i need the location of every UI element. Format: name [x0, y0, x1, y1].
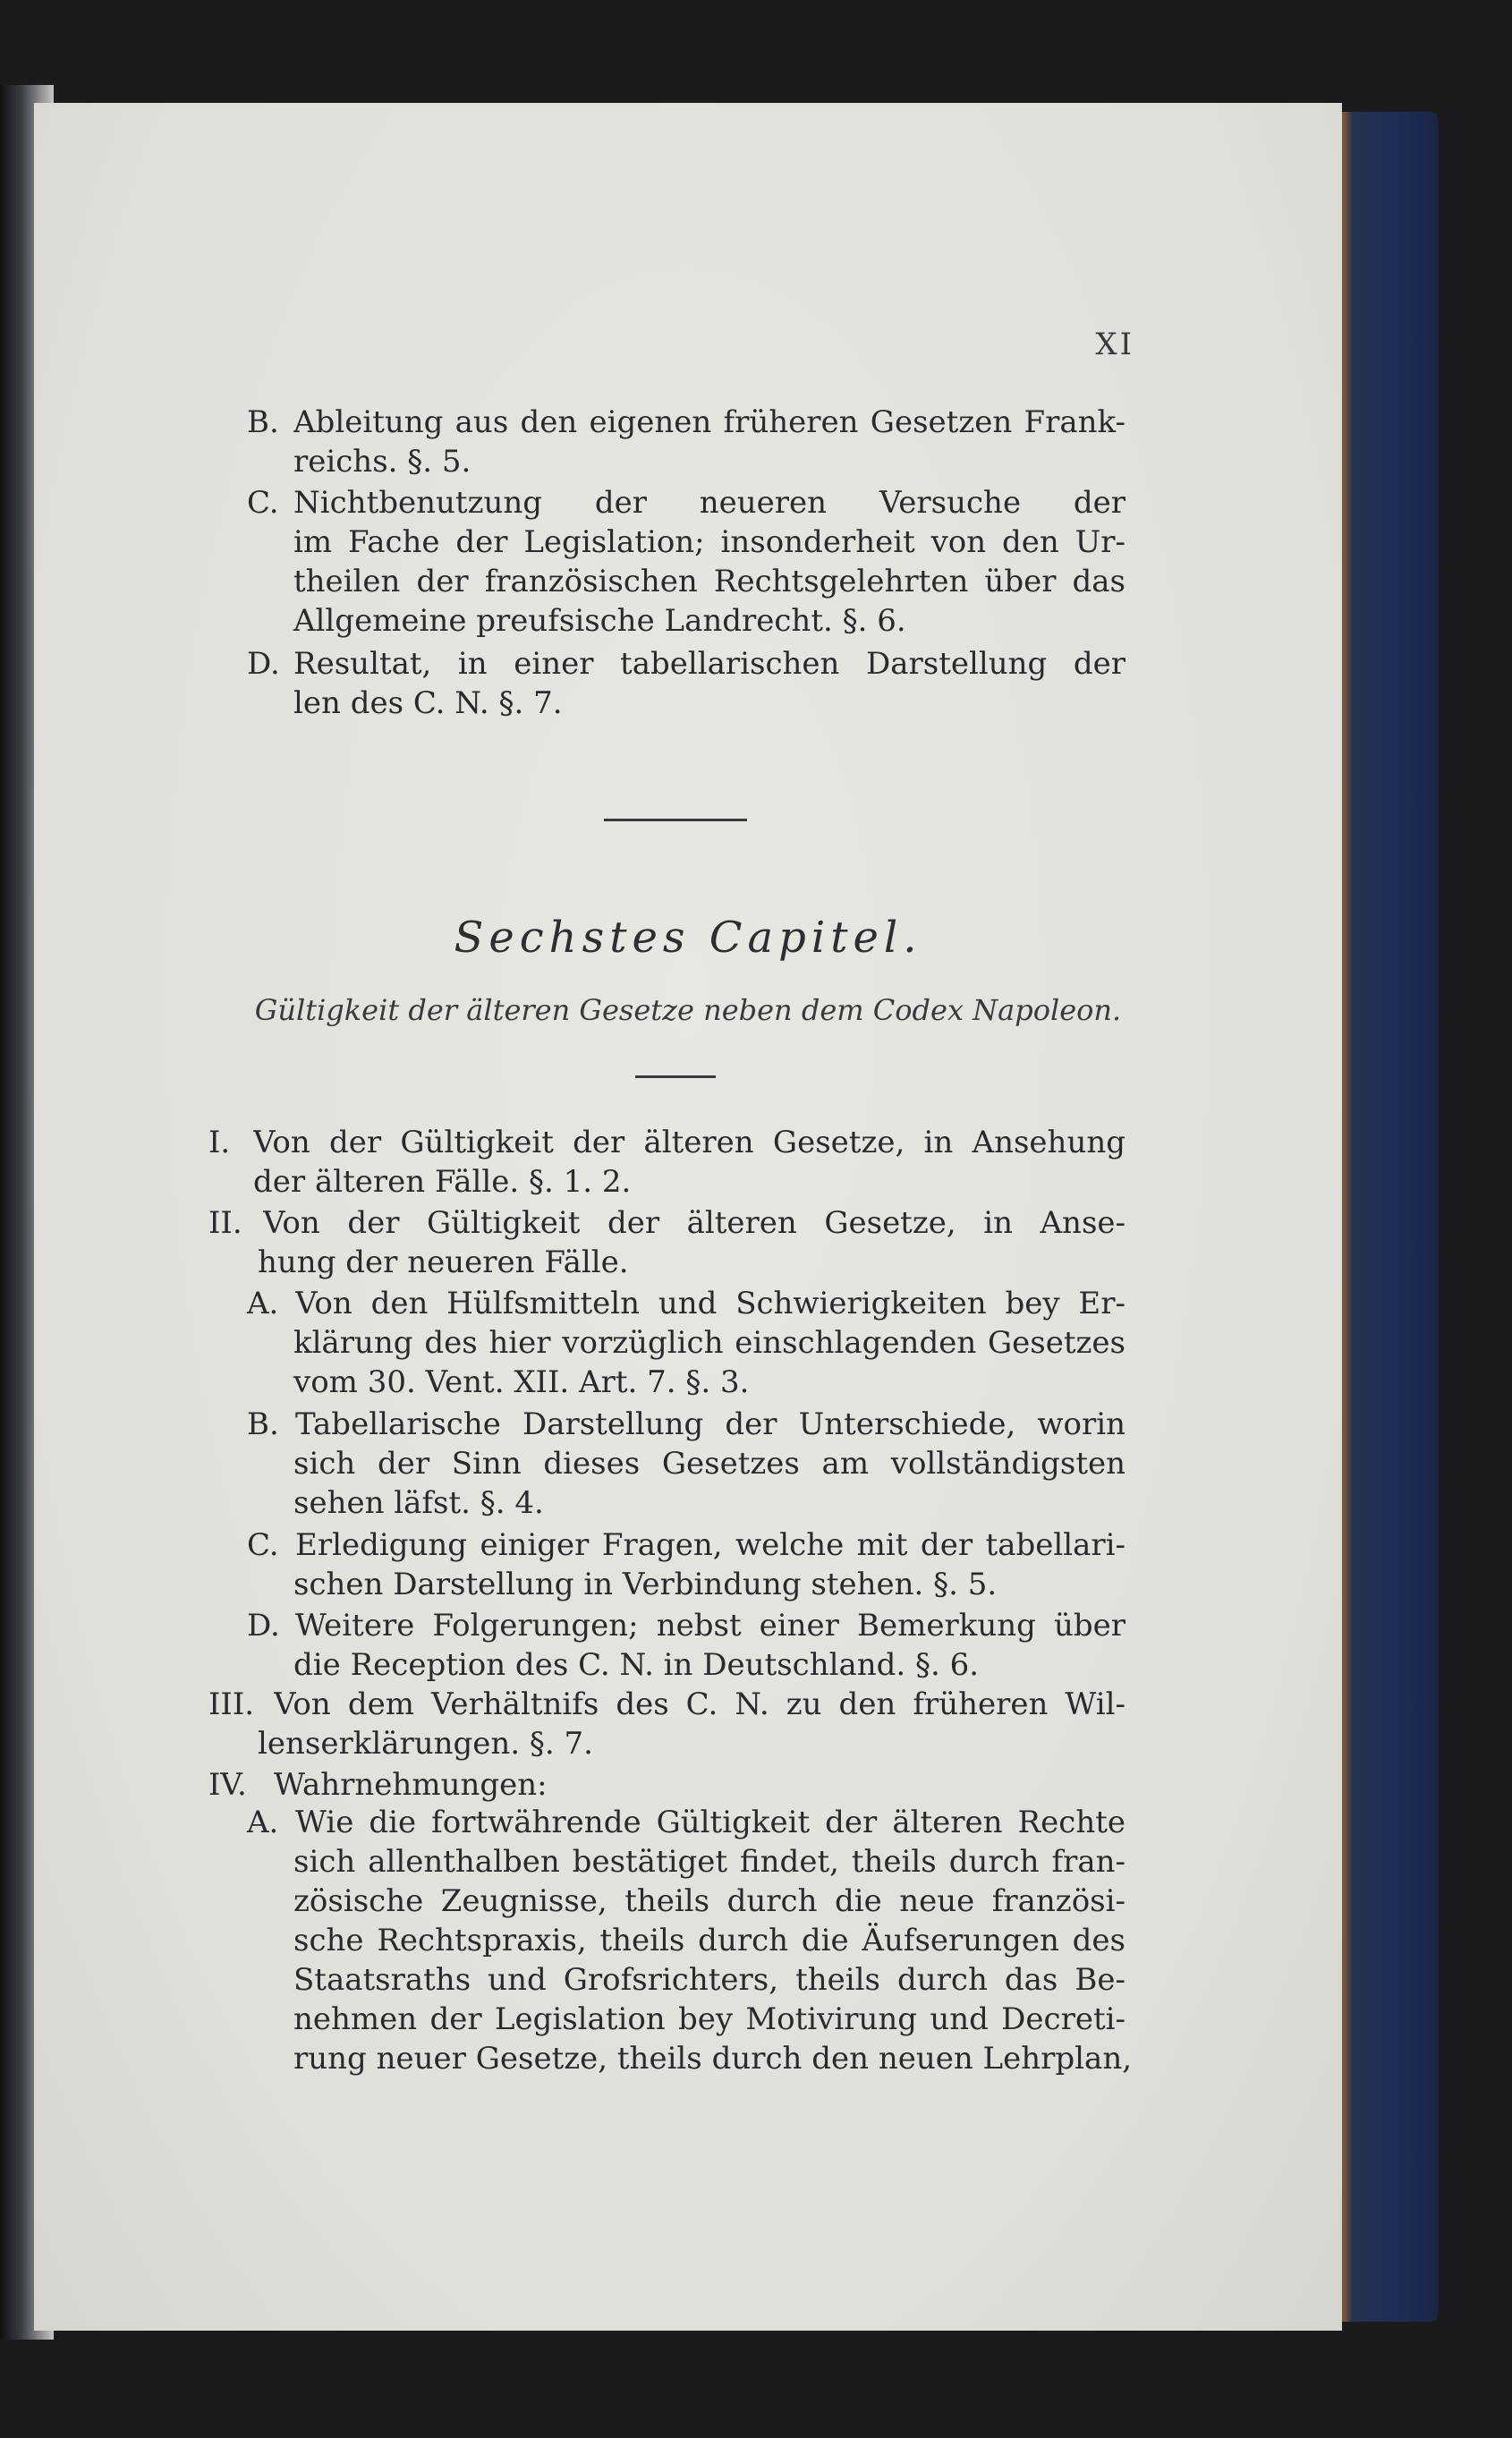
entry-line: Von den Hülfsmitteln und Schwierigkeiten bey Er- — [295, 1286, 1126, 1321]
entry-line: zösische Zeugnisse, theils durch die neue französi- — [293, 1883, 1126, 1919]
entry-line: vom 30. Vent. XII. Art. 7. §. 3. — [293, 1364, 750, 1400]
entry-line: lenserklärungen. §. 7. — [258, 1726, 593, 1762]
entry-label: A. — [247, 1805, 279, 1840]
right-book-cover — [1331, 112, 1439, 2322]
entry-line: klärung des hier vorzüglich einschlagenden Gesetzes — [293, 1325, 1126, 1361]
entry-line: hung der neueren Fälle. — [258, 1244, 629, 1280]
entry-line: Nichtbenutzung der neueren Versuche der — [293, 485, 1126, 521]
entry-line: der älteren Fälle. §. 1. 2. — [253, 1164, 632, 1200]
entry-line: Von der Gültigkeit der älteren Gesetze, in Ansehung — [253, 1125, 1126, 1160]
entry-line: sche Rechtspraxis, theils durch die Äufserungen des — [293, 1923, 1126, 1958]
entry-line: theilen der französischen Rechtsgelehrten über das — [293, 564, 1126, 599]
entry-line: nehmen der Legislation bey Motivirung und Decreti- — [293, 2001, 1126, 2037]
entry-line: Von der Gültigkeit der älteren Gesetze, in Anse- — [263, 1205, 1126, 1241]
entry-label: IV. — [208, 1767, 247, 1803]
entry-line: len des C. N. §. 7. — [293, 685, 563, 721]
chapter-title: Sechstes Capitel. — [454, 913, 922, 963]
entry-line: Staatsraths und Grofsrichters, theils durch das Be- — [293, 1962, 1126, 1998]
entry-label: B. — [247, 1406, 279, 1442]
entry-line: Von dem Verhältnifs des C. N. zu den früheren Wil- — [274, 1686, 1126, 1722]
entry-line: Resultat, in einer tabellarischen Darstellung der — [293, 646, 1126, 682]
entry-label: A. — [247, 1286, 279, 1321]
entry-label: II. — [208, 1205, 242, 1241]
page-number: XI — [1095, 327, 1134, 362]
entry-label: D. — [247, 646, 280, 682]
entry-label: I. — [208, 1125, 231, 1160]
chapter-divider-rule — [635, 1075, 716, 1078]
entry-line: schen Darstellung in Verbindung stehen. §. 5. — [293, 1567, 998, 1602]
entry-line: rung neuer Gesetze, theils durch den neuen Lehrplan, — [293, 2041, 1133, 2077]
entry-line: die Reception des C. N. in Deutschland. §. 6. — [293, 1647, 980, 1683]
entry-label: D. — [247, 1608, 280, 1644]
entry-line: sich der Sinn dieses Gesetzes am vollständigsten — [293, 1446, 1126, 1482]
section-divider-rule — [604, 819, 747, 821]
entry-label: C. — [247, 1527, 279, 1563]
entry-line: Allgemeine preufsische Landrecht. §. 6. — [293, 603, 906, 639]
entry-line: im Fache der Legislation; insonderheit von den Ur- — [293, 524, 1126, 560]
chapter-subtitle: Gültigkeit der älteren Gesetze neben dem Codex Napoleon. — [254, 993, 1122, 1027]
entry-line: sehen läfst. §. 4. — [293, 1485, 544, 1521]
entry-line: Wie die fortwährende Gültigkeit der älteren Rechte — [295, 1805, 1126, 1840]
entry-line: Wahrnehmungen: — [274, 1767, 548, 1803]
entry-line: reichs. §. 5. — [293, 444, 471, 480]
entry-line: Weitere Folgerungen; nebst einer Bemerkung über — [295, 1608, 1126, 1644]
entry-line: sich allenthalben bestätiget findet, theils durch fran- — [293, 1844, 1126, 1880]
entry-label: III. — [208, 1686, 255, 1722]
entry-line: Erledigung einiger Fragen, welche mit der tabellari- — [295, 1527, 1126, 1563]
entry-label: C. — [247, 485, 279, 521]
entry-label: B. — [247, 404, 279, 440]
entry-line: Ableitung aus den eigenen früheren Gesetzen Frank- — [293, 404, 1126, 440]
entry-line: Tabellarische Darstellung der Unterschiede, worin — [295, 1406, 1126, 1442]
book-page — [34, 103, 1342, 2331]
